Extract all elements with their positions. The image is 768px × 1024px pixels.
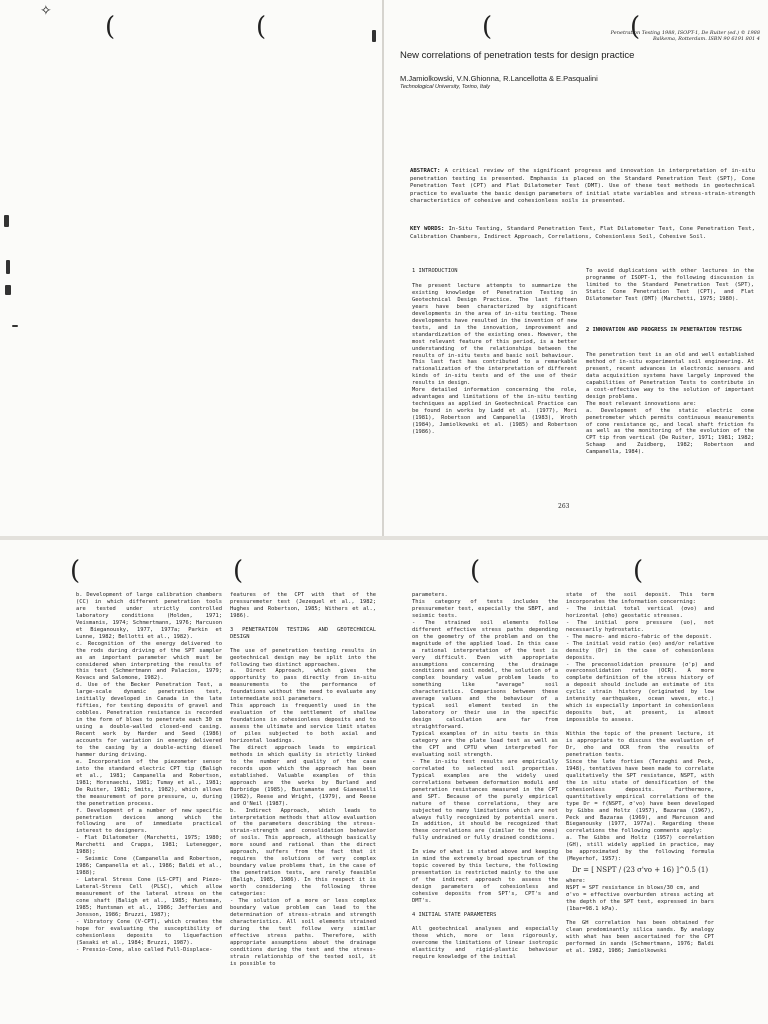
binder-ring-icon: ( bbox=[630, 12, 641, 42]
scan-artifact bbox=[6, 260, 10, 274]
binder-ring-icon: ( bbox=[105, 12, 116, 42]
scan-artifact bbox=[12, 325, 18, 327]
running-header: Penetration Testing 1988, ISOPT-1, De Ruiter (ed.) © 1988 Balkema, Rotterdam. ISBN 90 6191 801 4 bbox=[610, 30, 760, 42]
binder-ring-icon: ( bbox=[256, 12, 267, 42]
binder-ring-icon: ( bbox=[470, 556, 481, 586]
column-3-text: parameters. This category of tests includes the pressuremeter test, especially the SBPT, and seismic tests. - The strained soil elements follow different effective stress paths depending on the geometry of the problem and on the magnitude of the applied load. In this case a rational interpretation of the test is very difficult. Even with appropriate assumptions concerning the drainage conditions and soil model, the solution of a complex boundary value problem leads to something like "average" soil characteristics. Comparisons between these average values and the behaviour of a typical soil element tested in the laboratory or their use in the specific design calculation are far from straightforward. Typical examples of in situ tests in this category are the plate load test as well as the CPT and CPTU when interpreted for evaluating soil strength. - The in-situ test results are empirically correlated to selected soil properties. Typical examples are the widely used correlations between deformation moduli and penetration resistances measured in the CPT and SPT. Because of the purely empirical nature of these correlations, they are subjected to many limitations which are not always fully recognized by potential users. In addition, it should be recognized that these correlations are (similar to the ones) fully undrained or fully drained conditions. In view of what is stated above and keeping in mind the extremely broad spectrum of the topic covered by this lecture, the following presentation is restricted mainly to the use of the indirect approach to assess the design parameters of cohesionless and cohesive deposits from SPT's, CPT's and DMT's. 4 INITIAL STATE PARAMETERS All geotechnical analyses and especially those which, more or less rigorously, overcome the limitations of linear isotropic elasticity and rigid-plastic behaviour require knowledge of the initial bbox=[412, 592, 558, 960]
equation-1: Dr = [ NSPT / (23 σ'vo + 16) ]^0.5 (1) bbox=[571, 866, 709, 875]
section-heading-introduction: 1 INTRODUCTION bbox=[412, 268, 458, 274]
introduction-text: The present lecture attempts to summarize the existing knowledge of Penetration Testing in Geotechnical Design Practice. The last fifteen years have been characterized by significant developments in the area of in-situ testing. These developments have resulted in the invention of new tests, and in the innovation, improvement and standardization of the existing ones. However, the most relevant feature of this period, is a better understanding of the relationships between the results of in-situ tests and basic soil behaviour. This last fact has contributed to a remarkable rationalization of the interpretation of different kinds of in-situ tests and of the use of their results in design. More detailed information concerning the role, advantages and limitations of the in-situ testing techniques as applied in Geotechnical Practice can be found in works by Ladd et al. (1977), Mori (1981), Robertson and Campanella (1983), Wroth (1984), Jamiolkowski et al. (1985) and Robertson (1986). bbox=[412, 283, 577, 436]
keywords-label: KEY WORDS: bbox=[410, 226, 445, 232]
bottom-page bbox=[0, 540, 768, 1024]
column-4-text-after-equation: where: NSPT = SPT resistance in blows/30 cm, and σ'vo = effective overburden stress acting at the depth of the SPT test, expressed in bars (1bar=98.1 kPa). The GH correlation has been obtained for clean predominantly silica sands. By analogy with what has been ascertained for the CPT performed in sands (Schmertmann, 1976; Baldi et al. 1982, 1986; Jamiolkowski bbox=[566, 878, 714, 954]
introduction-text-continued: To avoid duplications with other lectures in the programme of ISOPT-1, the following discussion is limited to the Standard Penetration Test (SPT), Static Cone Penetration Test (CPT), and Flat Dilatometer Test (DMT) (Marchetti, 1975; 1980). bbox=[586, 268, 754, 302]
scan-artifact bbox=[372, 30, 376, 42]
binder-ring-icon: ( bbox=[70, 556, 81, 586]
abstract-label: ABSTRACT: bbox=[410, 168, 441, 174]
keywords-text: In-Situ Testing, Standard Penetration Test, Flat Dilatometer Test, Cone Penetration Test, Calibration Chambers, Indirect Approach, Correlations, Cohesionless Soil, Cohesive Soil. bbox=[410, 226, 756, 240]
column-4 bbox=[566, 592, 714, 955]
binder-ring-icon: ( bbox=[482, 12, 493, 42]
scan-artifact bbox=[4, 215, 9, 227]
paper-authors: M.Jamiolkowski, V.N.Ghionna, R.Lancellotta & E.Pasqualini bbox=[400, 74, 598, 83]
column-2-text: features of the CPT with that of the pressuremeter test (Jezequel et al., 1982; Hughes and Robertson, 1985; Withers et al., 1986). 3 PENETRATION TESTING AND GEOTECHNICAL DESIGN The use of penetration testing results in geotechnical design may be split into the following two distinct approaches. a. Direct Approach, which gives the opportunity to pass directly from in-situ measurements to the performance of foundations without the need to evaluate any intermediate soil parameters. This approach is frequently used in the evaluation of the settlement of shallow foundations in cohesionless deposits and to assess the ultimate and service limit states of piles subjected to both axial and horizontal loadings. The direct approach leads to empirical methods in which quality is strictly linked to the number and quality of the case records upon which the approach has been established. Valuable examples of this approach are the works by Burland and Burbridge (1985), Bustamante and Gianeselli (1982), Reese and Wright, (1979), and Reese and O'Neil (1987). b. Indirect Approach, which leads to interpretation methods that allow evaluation of the parameters describing the stress-strain-strength and consolidation behavior of soils. This approach, although basically more sound and rational than the direct approach, suffers from the fact that it requires the solutions of very complex boundary value problems that, in the case of the penetration tests, are rarely feasible (Baligh, 1985, 1986). In this respect it is worth considering the following three categories: - The solution of a more or less complex boundary value problem can lead to the determination of stress-strain and strength characteristics. All soil elements strained during the test follow very similar effective stress paths. Therefore, with appropriate assumptions about the drainage conditions during the test and the stress-strain relationship of the tested soil, it is possible to bbox=[230, 592, 376, 967]
keywords bbox=[410, 226, 755, 241]
page-fold-divider bbox=[382, 0, 384, 536]
paper-title: New correlations of penetration tests for design practice bbox=[400, 50, 635, 61]
section-heading-innovation: 2 INNOVATION AND PROGRESS IN PENETRATION TESTING bbox=[586, 327, 742, 333]
column-4-text: state of the soil deposit. This term incorporates the information concerning: - The initial total vertical (σvo) and horizontal (σho) geostatic stresses. - The initial pore pressure (uo), not necessarily hydrostatic. - The macro- and micro-fabric of the deposit. - The initial void ratio (eo) and/or relative density (Dr) in the case of cohesionless deposits. - The preconsolidation pressure (σ'p) and overconsolidation ratio (OCR). A more complete definition of the stress history of a deposit should include an estimate of its cyclic strain history (originated by low intensity earthquakes, ocean waves, etc.) which is especially important in cohesionless deposits but, at present, is almost impossible to assess. Within the topic of the present lecture, it is appropriate to discuss the evaluation of Dr, σho and OCR from the results of penetration tests. Since the late forties (Terzaghi and Peck, 1948), tentatives have been made to correlate qualitatively the SPT resistance, NSPT, with the in situ state of densification of the cohesionless deposits. Furthermore, quantitatively empirical correlations of the type Dr = f(NSPT, σ'vo) have been developed by Gibbs and Holtz (1957), Bazaraa (1967), Peck and Bazaraa (1969), and Marcuson and Bieganousky (1977, 1977a). Regarding these correlations the following comments apply: a. The Gibbs and Holtz (1957) correlation (GH), still widely applied in practice, may be approximated by the following formula (Meyerhof, 1957): bbox=[566, 592, 714, 863]
abstract bbox=[410, 168, 755, 206]
innovation-text: The penetration test is an old and well established method of in-situ experimental soil engineering. At present, recent advances in electronic sensors and data acquisition systems have largely improved the capabilities of Penetration Tests to contribute in a cost-effective way to the solution of important design problems. The most relevant innovations are: a. Development of the static electric cone penetrometer which permits continuous measurements of cone resistance qc, and local shaft friction fs as well as the monitoring of the evolution of the CPT tip from vertical (De Ruiter, 1971; 1981; 1982; Schaap and Zuidberg, 1982; Robertson and Campanella, 1984). bbox=[586, 352, 754, 456]
column-1-text: b. Development of large calibration chambers (CC) in which different penetration tools are tested under strictly controlled laboratory conditions (Holden, 1971; Veismanis, 1974; Schmertmann, 1976; Harcuson et Bieganousky, 1977, 1977a; Parkin et Lunne, 1982; Bellotti et al., 1982). c. Recognition of the energy delivered to the rods during driving of the SPT sampler as an important parameter which must be considered when interpreting the results of this test (Schmertmann and Palacios, 1979; Kovacs and Salomone, 1982). d. Use of the Becker Penetration Test, a large-scale dynamic penetration test, initially developed in Canada in the late fifties, for testing deposits of gravel and cobbles. Penetration resistance is recorded in the form of blows to penetrate each 30 cm using a double-walled closed-end casing. Recent work by Harder and Seed (1986) accounts for variation in energy delivered to the casing by a double-acting diesel hammer during driving. e. Incorporation of the piezometer sensor into the standard electric CPT tip (Baligh et al., 1981; Campanella and Robertson, 1981; Horsnaechi, 1981; Tumay et al., 1981; De Ruiter, 1981; Smits, 1982), which allows the measurement of pore pressure, u, during the penetration process. f. Development of a number of new specific penetration devices among which the following are of immediate practical interest to designers. - Flat Dilatometer (Marchetti, 1975; 1980; Marchetti and Crapps, 1981; Lutenegger, 1988); - Seismic Cone (Campanella and Robertson, 1986; Campanella et al., 1986; Baldi et al., 1988); - Lateral Stress Cone (LS-CPT) and Piezo-Lateral-Stress Cell (PLSC), which allow measurement of the lateral stress on the cone shaft (Baligh et al., 1985; Huntsman, 1985; Huntsman et al., 1986; Jefferies and Jonsson, 1986; Bruzzi, 1987); - Vibratory Cone (V-CPT), which creates the hope for evaluating the susceptibility of cohesionless deposits to liquefaction (Sasaki et al., 1984; Bruzzi, 1987). - Pressio-Cone, also called Full-Displace- bbox=[76, 592, 222, 953]
scan-artifact bbox=[5, 285, 11, 295]
binder-ring-icon: ( bbox=[633, 556, 644, 586]
abstract-text: A critical review of the significant progress and innovation in interpretation of in-situ penetration testing is presented. Emphasis is placed on the Standard Penetration Test (SPT), Cone Penetration Test (CPT) and Flat Dilatometer Test (DMT). Use of these test methods in geotechnical practice to evaluate the basic design parameters of initial state variables and stress-strain-strength characteristics of cohesive and cohesionless soils is presented. bbox=[410, 168, 755, 205]
scan-mark-icon: ✧ bbox=[40, 3, 52, 19]
page-number: 263 bbox=[558, 503, 570, 510]
paper-affiliation: Technological University, Torino, Italy bbox=[400, 84, 490, 90]
binder-ring-icon: ( bbox=[233, 556, 244, 586]
